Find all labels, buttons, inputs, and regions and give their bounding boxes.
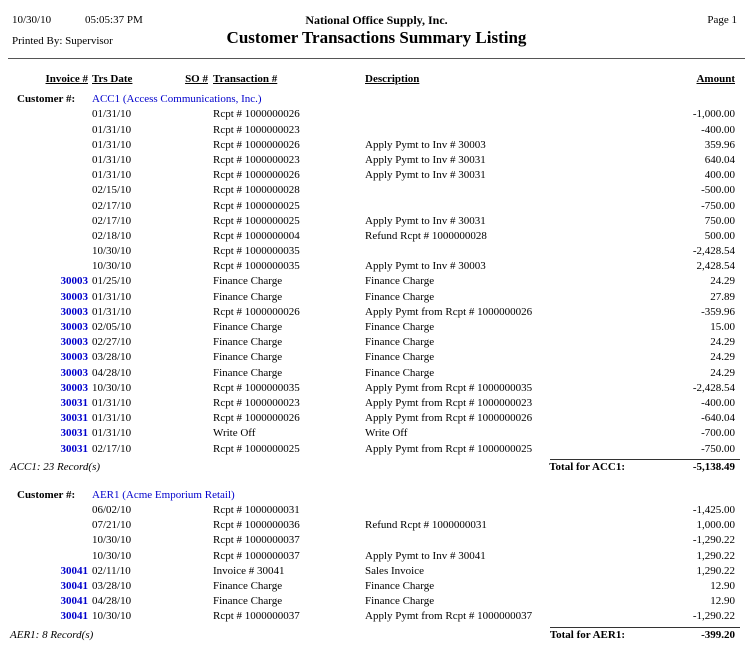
transaction-row bbox=[0, 230, 753, 245]
description: Refund Rcpt # 1000000028 bbox=[365, 229, 487, 242]
trs-date: 03/28/10 bbox=[92, 351, 132, 364]
transaction-number: Finance Charge bbox=[213, 366, 283, 379]
trs-date: 01/31/10 bbox=[92, 169, 132, 182]
amount: 24.29 bbox=[710, 336, 735, 349]
amount: 12.90 bbox=[710, 595, 735, 608]
col-header-invoice: Invoice # bbox=[45, 73, 88, 85]
invoice-number-link[interactable]: 30041 bbox=[60, 595, 88, 608]
description: Sales Invoice bbox=[365, 564, 424, 577]
invoice-number-link[interactable]: 30031 bbox=[60, 427, 88, 440]
amount: -640.04 bbox=[701, 412, 735, 425]
description: Refund Rcpt # 1000000031 bbox=[365, 519, 487, 532]
amount: -400.00 bbox=[701, 396, 735, 409]
transaction-number: Finance Charge bbox=[213, 275, 283, 288]
description: Finance Charge bbox=[365, 336, 435, 349]
amount: 1,290.22 bbox=[696, 564, 735, 577]
amount: 24.29 bbox=[710, 366, 735, 379]
trs-date: 06/02/10 bbox=[92, 504, 132, 517]
trs-date: 01/31/10 bbox=[92, 412, 132, 425]
transaction-number: Rcpt # 1000000023 bbox=[213, 396, 300, 409]
transaction-row bbox=[0, 200, 753, 215]
transaction-row bbox=[0, 550, 753, 565]
trs-date: 10/30/10 bbox=[92, 549, 132, 562]
trs-date: 07/21/10 bbox=[92, 519, 132, 532]
customer-group-0 bbox=[0, 93, 753, 476]
trs-date: 02/15/10 bbox=[92, 184, 132, 197]
transaction-number: Rcpt # 1000000025 bbox=[213, 214, 300, 227]
transaction-row bbox=[0, 291, 753, 306]
transaction-row bbox=[0, 351, 753, 366]
trs-date: 02/11/10 bbox=[92, 564, 131, 577]
amount: -2,428.54 bbox=[692, 245, 735, 258]
trs-date: 02/17/10 bbox=[92, 442, 132, 455]
customer-group-1 bbox=[0, 489, 753, 644]
transaction-row bbox=[0, 382, 753, 397]
amount: 750.00 bbox=[704, 214, 735, 227]
invoice-number-link[interactable]: 30003 bbox=[60, 290, 88, 303]
transaction-number: Rcpt # 1000000036 bbox=[213, 519, 300, 532]
transaction-number: Rcpt # 1000000035 bbox=[213, 245, 300, 258]
transaction-row bbox=[0, 154, 753, 169]
transaction-number: Rcpt # 1000000025 bbox=[213, 442, 300, 455]
description: Finance Charge bbox=[365, 351, 435, 364]
report-date: 10/30/10 bbox=[12, 14, 52, 26]
transaction-row bbox=[0, 306, 753, 321]
printed-by: Printed By: Supervisor bbox=[12, 35, 113, 47]
amount: 640.04 bbox=[704, 153, 735, 166]
invoice-number-link[interactable]: 30003 bbox=[60, 321, 88, 333]
amount: -1,290.22 bbox=[692, 610, 735, 623]
column-header-row bbox=[0, 73, 753, 88]
description: Apply Pymt from Rcpt # 1000000035 bbox=[365, 381, 533, 394]
total-amount: -5,138.49 bbox=[692, 460, 735, 473]
customer-number-label: Customer #: bbox=[17, 488, 76, 501]
trs-date: 02/05/10 bbox=[92, 321, 132, 333]
amount: -1,425.00 bbox=[692, 504, 735, 517]
amount: -359.96 bbox=[701, 305, 735, 318]
description: Apply Pymt to Inv # 30031 bbox=[365, 169, 486, 182]
invoice-number-link[interactable]: 30003 bbox=[60, 336, 88, 349]
transaction-number: Rcpt # 1000000031 bbox=[213, 504, 300, 517]
description: Apply Pymt to Inv # 30003 bbox=[365, 260, 486, 273]
trs-date: 01/25/10 bbox=[92, 275, 132, 288]
header-rule bbox=[8, 58, 745, 59]
amount: -500.00 bbox=[701, 184, 735, 197]
amount: 24.29 bbox=[710, 275, 735, 288]
transaction-number: Finance Charge bbox=[213, 336, 283, 349]
total-label: Total for AER1: bbox=[549, 628, 625, 641]
transaction-number: Rcpt # 1000000026 bbox=[213, 108, 300, 121]
invoice-number-link[interactable]: 30041 bbox=[60, 610, 88, 623]
invoice-number-link[interactable]: 30041 bbox=[60, 580, 88, 592]
amount: 12.90 bbox=[710, 580, 735, 592]
amount: -700.00 bbox=[701, 427, 735, 440]
transaction-row bbox=[0, 504, 753, 519]
amount: -750.00 bbox=[701, 199, 735, 212]
trs-date: 03/28/10 bbox=[92, 580, 132, 592]
amount: -400.00 bbox=[701, 123, 735, 136]
description: Apply Pymt to Inv # 30031 bbox=[365, 153, 486, 166]
transaction-number: Write Off bbox=[213, 427, 256, 440]
description: Apply Pymt to Inv # 30003 bbox=[365, 138, 486, 151]
transaction-number: Invoice # 30041 bbox=[213, 564, 285, 577]
amount: 1,000.00 bbox=[696, 519, 735, 532]
transaction-number: Rcpt # 1000000026 bbox=[213, 305, 300, 318]
transaction-number: Rcpt # 1000000026 bbox=[213, 138, 300, 151]
trs-date: 10/30/10 bbox=[92, 381, 132, 394]
record-count: AER1: 8 Record(s) bbox=[10, 628, 94, 641]
amount: -750.00 bbox=[701, 442, 735, 455]
invoice-number-link[interactable]: 30003 bbox=[60, 381, 88, 394]
amount: -2,428.54 bbox=[692, 381, 735, 394]
trs-date: 01/31/10 bbox=[92, 290, 132, 303]
description: Finance Charge bbox=[365, 290, 435, 303]
transaction-row bbox=[0, 139, 753, 154]
invoice-number-link[interactable]: 30031 bbox=[60, 442, 88, 455]
invoice-number-link[interactable]: 30003 bbox=[60, 275, 88, 288]
report-title: Customer Transactions Summary Listing bbox=[226, 28, 527, 47]
col-header-amount: Amount bbox=[696, 73, 735, 85]
trs-date: 01/31/10 bbox=[92, 138, 132, 151]
transaction-row bbox=[0, 108, 753, 123]
transaction-number: Finance Charge bbox=[213, 595, 283, 608]
amount: -1,290.22 bbox=[692, 534, 735, 547]
page-number: Page 1 bbox=[707, 14, 737, 26]
trs-date: 02/17/10 bbox=[92, 199, 132, 212]
description: Apply Pymt from Rcpt # 1000000023 bbox=[365, 396, 533, 409]
transaction-row bbox=[0, 215, 753, 230]
description: Finance Charge bbox=[365, 321, 435, 333]
customer-name-link[interactable]: ACC1 (Access Communications, Inc.) bbox=[92, 93, 262, 106]
trs-date: 01/31/10 bbox=[92, 396, 132, 409]
invoice-number-link[interactable]: 30003 bbox=[60, 351, 88, 364]
description: Apply Pymt from Rcpt # 1000000026 bbox=[365, 305, 533, 318]
total-rule bbox=[550, 459, 740, 460]
amount: 24.29 bbox=[710, 351, 735, 364]
transaction-row bbox=[0, 397, 753, 412]
transaction-row bbox=[0, 519, 753, 534]
customer-name-link[interactable]: AER1 (Acme Emporium Retail) bbox=[92, 488, 235, 501]
col-header-transaction: Transaction # bbox=[213, 73, 278, 85]
trs-date: 10/30/10 bbox=[92, 245, 132, 258]
transaction-row bbox=[0, 367, 753, 382]
transaction-number: Rcpt # 1000000023 bbox=[213, 123, 300, 136]
transaction-number: Rcpt # 1000000004 bbox=[213, 229, 300, 242]
trs-date: 01/31/10 bbox=[92, 153, 132, 166]
amount: 27.89 bbox=[710, 290, 735, 303]
group-footer-row bbox=[0, 629, 753, 644]
amount: 1,290.22 bbox=[696, 549, 735, 562]
report-header bbox=[0, 8, 753, 58]
trs-date: 02/27/10 bbox=[92, 336, 132, 349]
transaction-row bbox=[0, 184, 753, 199]
report-body bbox=[0, 93, 753, 644]
description: Finance Charge bbox=[365, 580, 435, 592]
amount: 500.00 bbox=[704, 229, 735, 242]
description: Write Off bbox=[365, 427, 408, 440]
transaction-row bbox=[0, 275, 753, 290]
record-count: ACC1: 23 Record(s) bbox=[10, 460, 101, 473]
report-time: 05:05:37 PM bbox=[85, 14, 143, 26]
transaction-number: Rcpt # 1000000035 bbox=[213, 260, 300, 273]
trs-date: 04/28/10 bbox=[92, 595, 132, 608]
description: Finance Charge bbox=[365, 595, 435, 608]
transaction-number: Rcpt # 1000000037 bbox=[213, 549, 300, 562]
transaction-number: Finance Charge bbox=[213, 321, 283, 333]
amount: 2,428.54 bbox=[696, 260, 735, 273]
transaction-number: Rcpt # 1000000037 bbox=[213, 610, 300, 623]
transaction-row bbox=[0, 565, 753, 580]
transaction-number: Rcpt # 1000000026 bbox=[213, 169, 300, 182]
invoice-number-link[interactable]: 30031 bbox=[60, 412, 88, 425]
transaction-row bbox=[0, 610, 753, 625]
transaction-number: Finance Charge bbox=[213, 580, 283, 592]
trs-date: 01/31/10 bbox=[92, 305, 132, 318]
transaction-number: Rcpt # 1000000023 bbox=[213, 153, 300, 166]
customer-header-row bbox=[0, 489, 753, 504]
customer-header-row bbox=[0, 93, 753, 108]
transaction-row bbox=[0, 412, 753, 427]
trs-date: 10/30/10 bbox=[92, 610, 132, 623]
trs-date: 01/31/10 bbox=[92, 427, 132, 440]
trs-date: 01/31/10 bbox=[92, 123, 132, 136]
description: Finance Charge bbox=[365, 275, 435, 288]
transaction-row bbox=[0, 595, 753, 610]
invoice-number-link[interactable]: 30041 bbox=[60, 564, 88, 577]
transaction-number: Finance Charge bbox=[213, 351, 283, 364]
invoice-number-link[interactable]: 30003 bbox=[60, 366, 88, 379]
total-amount: -399.20 bbox=[701, 628, 735, 641]
amount: 400.00 bbox=[704, 169, 735, 182]
trs-date: 10/30/10 bbox=[92, 534, 132, 547]
amount: 359.96 bbox=[704, 138, 735, 151]
transaction-row bbox=[0, 580, 753, 595]
transaction-number: Rcpt # 1000000025 bbox=[213, 199, 300, 212]
transaction-number: Rcpt # 1000000037 bbox=[213, 534, 300, 547]
group-footer-row bbox=[0, 461, 753, 476]
amount: 15.00 bbox=[710, 321, 735, 333]
transaction-number: Finance Charge bbox=[213, 290, 283, 303]
transaction-number: Rcpt # 1000000026 bbox=[213, 412, 300, 425]
description: Apply Pymt from Rcpt # 1000000037 bbox=[365, 610, 533, 623]
transaction-number: Rcpt # 1000000028 bbox=[213, 184, 300, 197]
description: Finance Charge bbox=[365, 366, 435, 379]
trs-date: 02/17/10 bbox=[92, 214, 132, 227]
transaction-row bbox=[0, 443, 753, 458]
transaction-row bbox=[0, 124, 753, 139]
description: Apply Pymt from Rcpt # 1000000026 bbox=[365, 412, 533, 425]
description: Apply Pymt to Inv # 30041 bbox=[365, 549, 486, 562]
col-header-so: SO # bbox=[185, 73, 208, 85]
description: Apply Pymt to Inv # 30031 bbox=[365, 214, 486, 227]
transaction-row bbox=[0, 534, 753, 549]
trs-date: 01/31/10 bbox=[92, 108, 132, 121]
total-rule bbox=[550, 627, 740, 628]
trs-date: 04/28/10 bbox=[92, 366, 132, 379]
amount: -1,000.00 bbox=[692, 108, 735, 121]
transaction-number: Rcpt # 1000000035 bbox=[213, 381, 300, 394]
transaction-row bbox=[0, 336, 753, 351]
transaction-row bbox=[0, 245, 753, 260]
transaction-row bbox=[0, 427, 753, 442]
transaction-row bbox=[0, 169, 753, 184]
total-label: Total for ACC1: bbox=[549, 460, 625, 473]
transaction-row bbox=[0, 321, 753, 336]
customer-number-label: Customer #: bbox=[17, 93, 76, 106]
company-name: National Office Supply, Inc. bbox=[305, 13, 448, 27]
col-header-trs-date: Trs Date bbox=[92, 73, 133, 85]
trs-date: 10/30/10 bbox=[92, 260, 132, 273]
transaction-row bbox=[0, 260, 753, 275]
col-header-description: Description bbox=[365, 73, 420, 85]
trs-date: 02/18/10 bbox=[92, 229, 132, 242]
invoice-number-link[interactable]: 30003 bbox=[60, 305, 88, 318]
invoice-number-link[interactable]: 30031 bbox=[60, 396, 88, 409]
description: Apply Pymt from Rcpt # 1000000025 bbox=[365, 442, 533, 455]
